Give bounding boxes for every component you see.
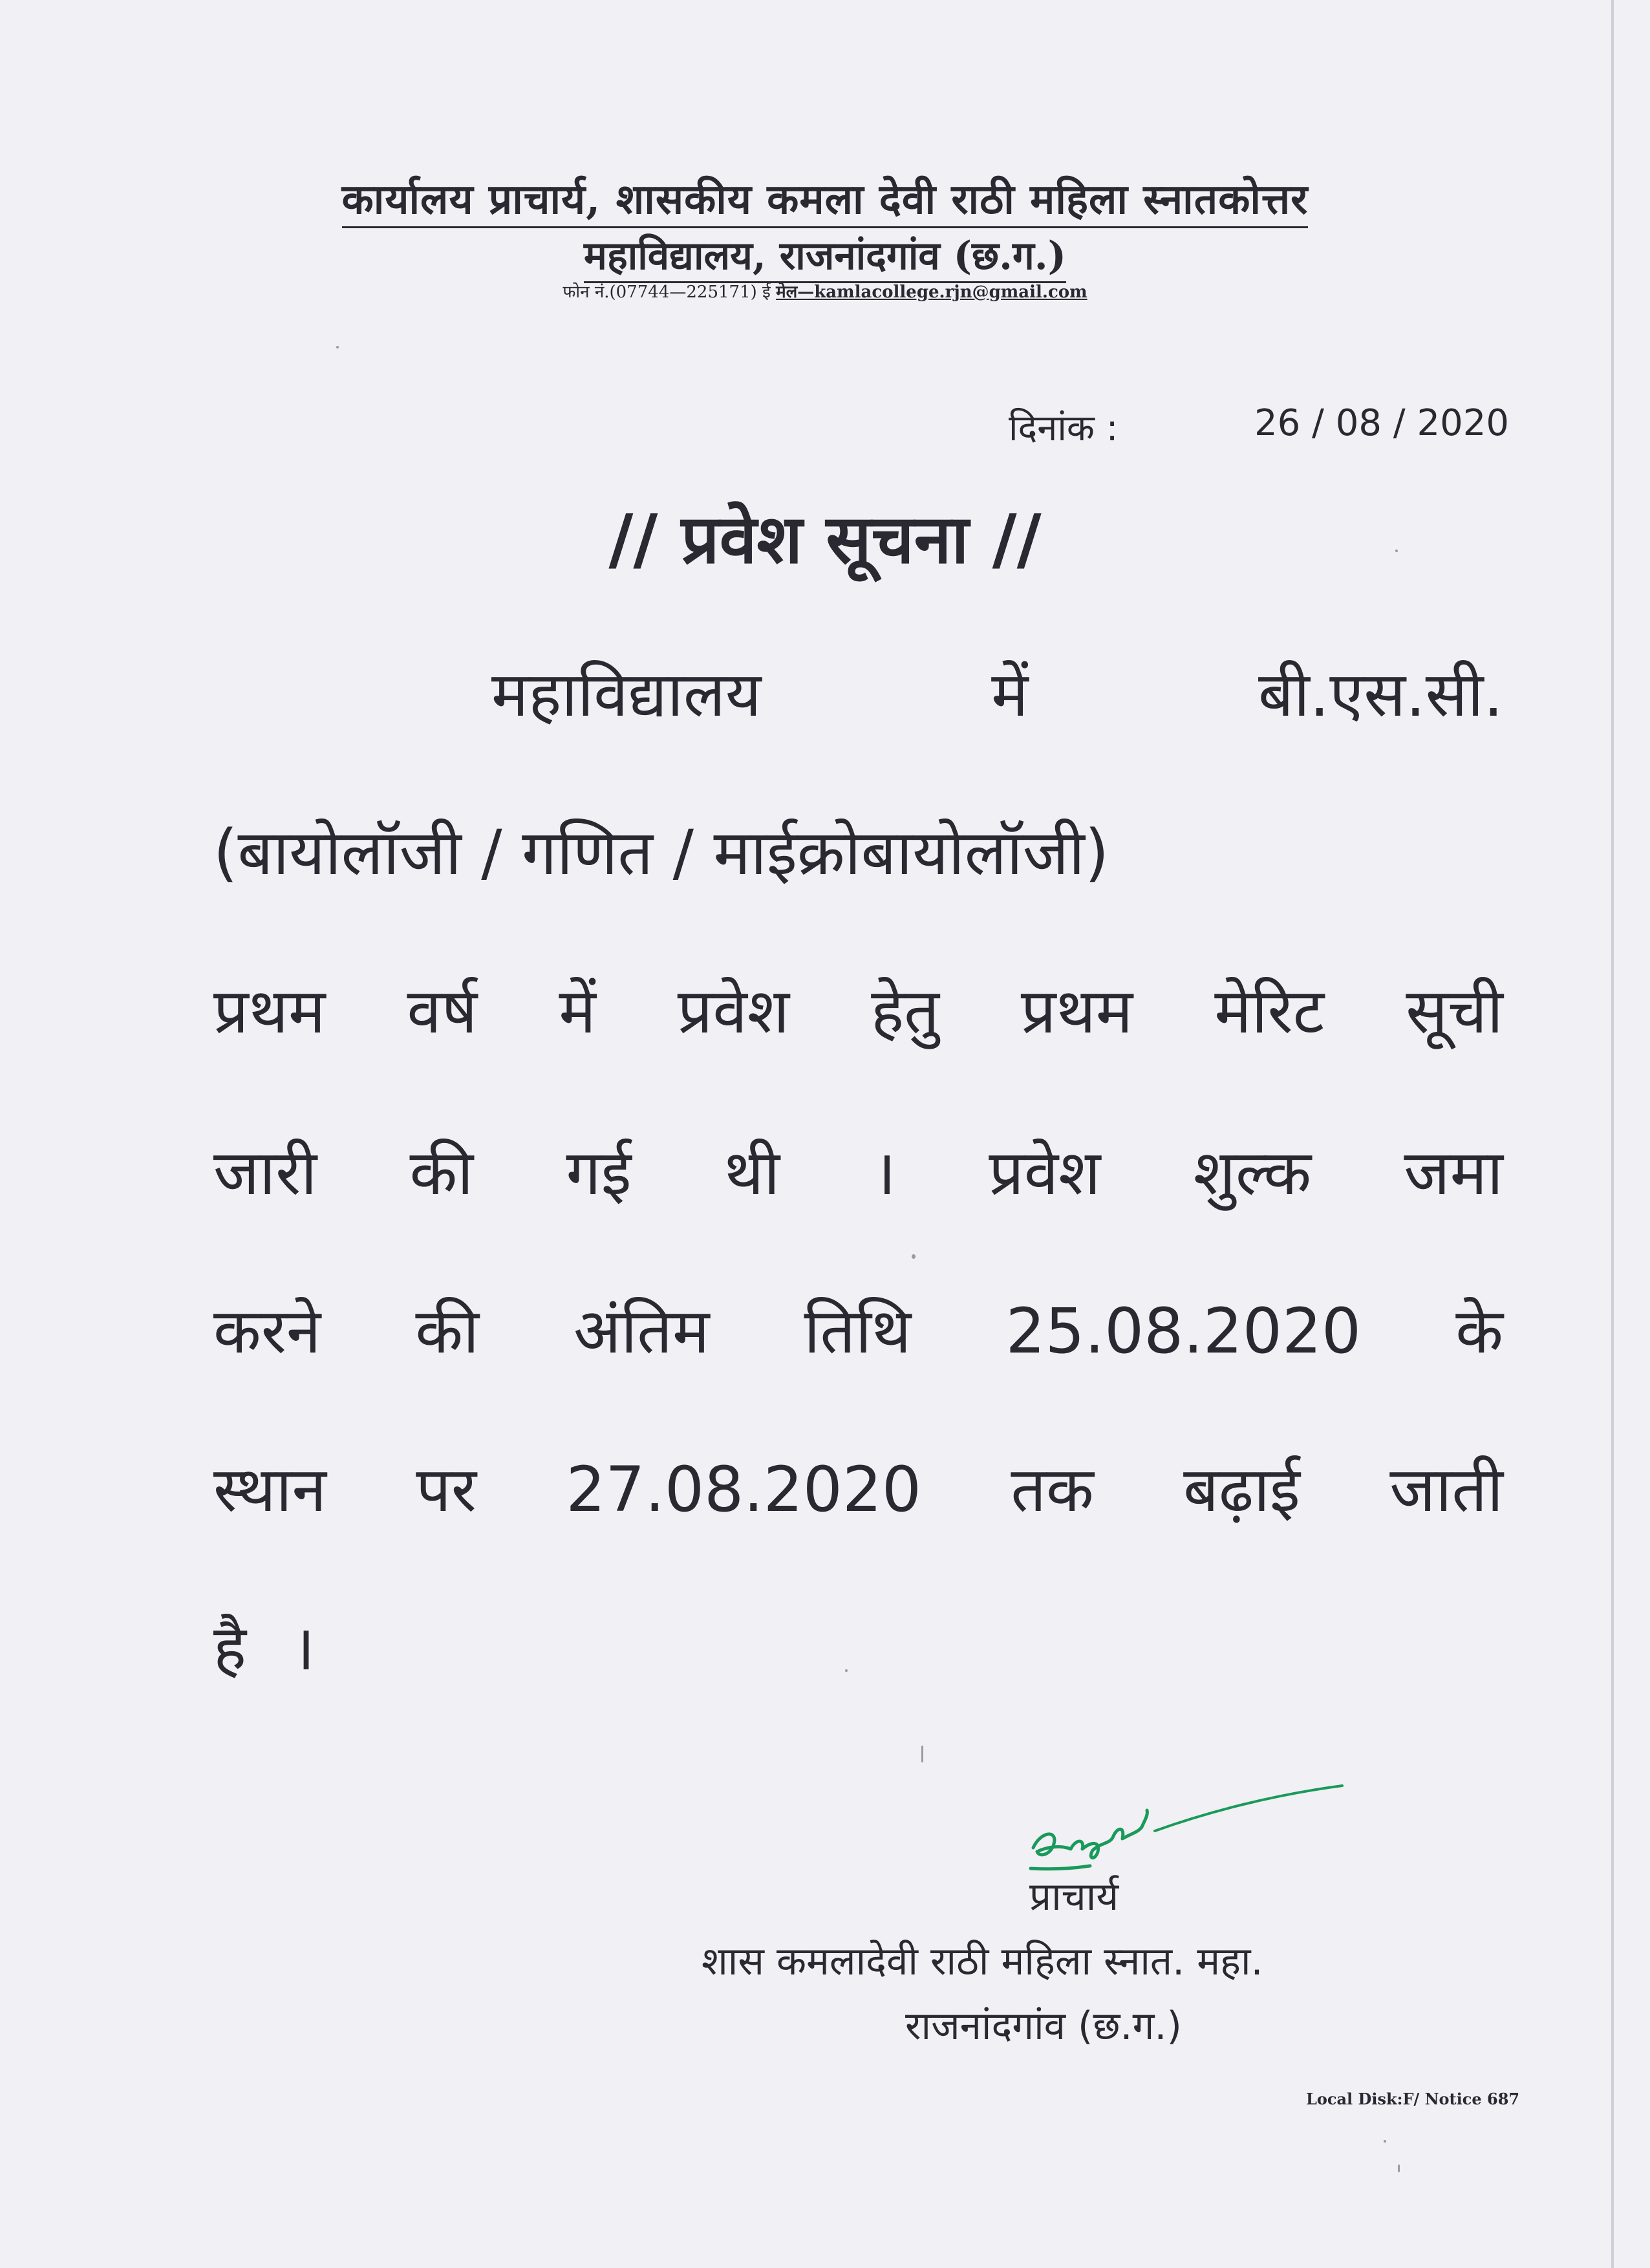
paragraph-word: स्थान: [213, 1453, 327, 1526]
paragraph-word: प्रथम: [1020, 975, 1133, 1047]
paragraph-word: 27.08.2020: [566, 1453, 921, 1526]
page-edge: [1611, 0, 1614, 2268]
paragraph-line-1: [491, 650, 1503, 734]
scan-speck: [912, 1254, 916, 1259]
principal-signature: [1028, 1771, 1364, 1881]
paragraph-word: हेतु: [871, 975, 939, 1047]
paragraph-word: प्रवेश: [989, 1137, 1101, 1209]
scan-speck: [336, 346, 339, 348]
office-heading-text: कार्यालय प्राचार्य, शासकीय कमला देवी राठी महिला स्नातकोत्तर: [342, 175, 1309, 228]
signatory-city: राजनांदगांव (छ.ग.): [905, 2004, 1182, 2049]
email-address: मेल—kamlacollege.rjn@gmail.com: [776, 283, 1088, 302]
paragraph-word: शुल्क: [1193, 1137, 1312, 1209]
paragraph-line-5: [213, 1287, 1503, 1371]
paragraph-word: अंतिम: [573, 1295, 710, 1367]
date-row: [1009, 402, 1526, 451]
paragraph-word: में: [991, 658, 1029, 731]
date-value: 26 / 08 / 2020: [1254, 402, 1509, 444]
office-heading-city-text: महाविद्यालय, राजनांदगांव (छ.ग.): [584, 233, 1066, 283]
paragraph-line-4: [213, 1128, 1503, 1213]
notice-title: // प्रवेश सूचना //: [608, 499, 1042, 579]
paragraph-word: के: [1455, 1295, 1503, 1367]
office-heading: [0, 169, 1650, 226]
paragraph-word: सूची: [1406, 975, 1503, 1047]
paragraph-word: तिथि: [804, 1295, 912, 1367]
signatory-title: प्राचार्य: [1029, 1874, 1119, 1920]
scan-speck: [1384, 2140, 1386, 2143]
paragraph-word: तक: [1011, 1453, 1094, 1526]
scan-speck: [845, 1669, 848, 1672]
office-heading-city: [0, 228, 1650, 281]
paragraph-word: पर: [416, 1453, 477, 1526]
scan-speck: [1398, 2165, 1400, 2172]
paragraph-line-2: [213, 808, 1503, 893]
file-reference: Local Disk:F/ Notice 687: [1306, 2090, 1520, 2108]
paragraph-word: में: [559, 975, 596, 1047]
phone-number: फोन नं.(07744—225171): [562, 283, 757, 302]
paragraph-word: की: [415, 1295, 479, 1367]
signature-scrawl: [1033, 1810, 1147, 1858]
paragraph-word: बढ़ाई: [1183, 1453, 1300, 1526]
paragraph-word: बी.एस.सी.: [1258, 658, 1503, 731]
paragraph-word: (बायोलॉजी / गणित / माईक्रोबायोलॉजी): [213, 817, 1109, 889]
scan-speck: [1395, 550, 1398, 552]
date-label: दिनांक :: [1009, 407, 1119, 449]
paragraph-word: ।: [872, 1137, 896, 1209]
email-prefix: ई: [762, 283, 771, 302]
paragraph-word: जारी: [213, 1137, 317, 1209]
paragraph-line-6: [213, 1445, 1503, 1530]
signatory-institution: शास कमलादेवी राठी महिला स्नात. महा.: [702, 1939, 1263, 1984]
paragraph-word: प्रवेश: [677, 975, 790, 1047]
paragraph-word: प्रथम: [213, 975, 326, 1047]
signature-flourish: [1155, 1786, 1342, 1831]
paragraph-word: थी: [723, 1137, 780, 1209]
paragraph-word: जमा: [1404, 1137, 1503, 1209]
paragraph-line-7: [213, 1603, 1503, 1688]
paragraph-line-3: [213, 967, 1503, 1051]
paragraph-word: मेरिट: [1214, 975, 1325, 1047]
paragraph-word: वर्ष: [407, 975, 478, 1047]
scan-speck: [921, 1746, 923, 1762]
paragraph-word: जाती: [1389, 1453, 1503, 1526]
paragraph-word: है: [213, 1612, 246, 1684]
office-contact: [0, 279, 1650, 303]
paragraph-word: की: [409, 1137, 474, 1209]
paragraph-word: ।: [291, 1612, 316, 1684]
paragraph-word: महाविद्यालय: [491, 658, 762, 731]
paragraph-word: 25.08.2020: [1005, 1295, 1362, 1367]
paragraph-word: करने: [213, 1295, 321, 1367]
paragraph-word: गई: [566, 1137, 632, 1209]
